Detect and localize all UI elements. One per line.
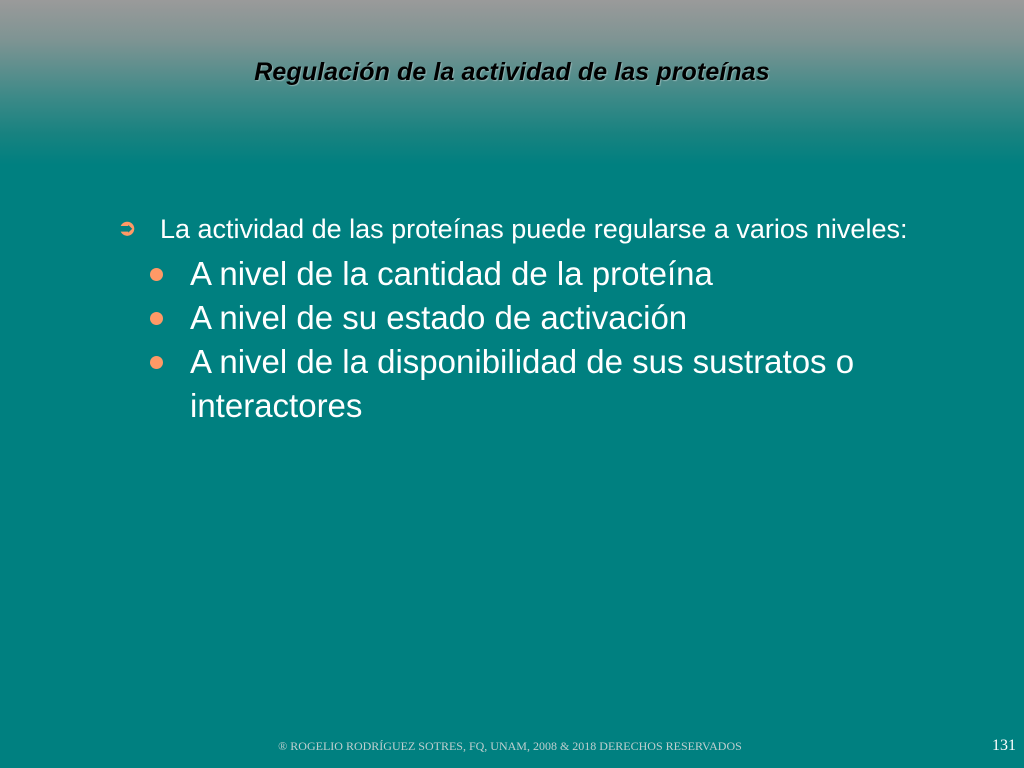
slide-content [118,210,938,428]
dot-bullet-icon [150,312,163,325]
sub-bullet-item [148,252,940,296]
sub-bullet-text: A nivel de su estado de activación [190,299,688,336]
sub-bullet-item [148,340,940,428]
main-bullet-item [118,210,920,248]
sub-bullet-list [118,252,938,428]
slide-title: Regulación de la actividad de las proteínas [254,58,770,86]
dot-bullet-icon [150,356,163,369]
dot-bullet-icon [150,268,163,281]
sub-bullet-item [148,296,940,340]
sub-bullet-text: A nivel de la cantidad de la proteína [190,255,713,292]
copyright-footer: ® ROGELIO RODRÍGUEZ SOTRES, FQ, UNAM, 2008 & 2018 DERECHOS RESERVADOS [278,739,742,753]
page-number: 131 [992,737,1016,754]
sub-bullet-text: A nivel de la disponibilidad de sus sustratos o interactores [190,343,855,424]
main-bullet-text: La actividad de las proteínas puede regularse a varios niveles: [160,214,908,244]
arrow-bullet-icon: ➲ [118,215,137,240]
